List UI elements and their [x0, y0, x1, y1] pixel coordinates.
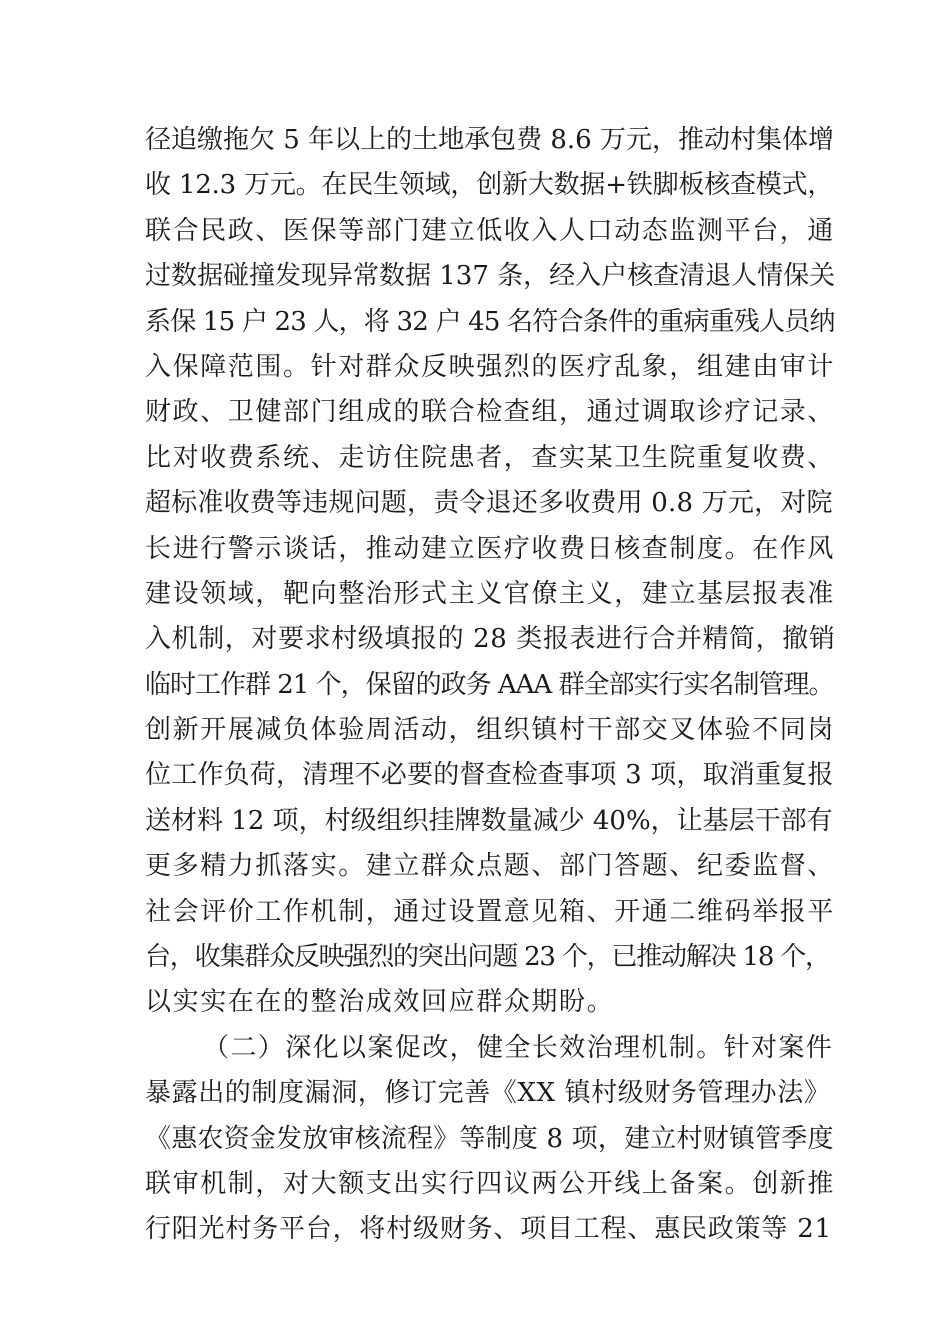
- text-line: 位工作负荷，清理不必要的督查检查事项 3 项，取消重复报: [145, 760, 834, 791]
- text-line: 建设领域，靶向整治形式主义官僚主义，建立基层报表准: [145, 578, 836, 609]
- text-line: 长进行警示谈话，推动建立医疗收费日核查制度。在作风: [145, 533, 836, 564]
- text-line: 社会评价工作机制，通过设置意见箱、开通二维码举报平: [145, 896, 836, 927]
- text-line: 行阳光村务平台，将村级财务、项目工程、惠民政策等 21: [145, 1214, 832, 1245]
- text-line: 创新开展减负体验周活动，组织镇村干部交叉体验不同岗: [145, 715, 836, 746]
- text-line: 系保 15 户 23 人，将 32 户 45 名符合条件的重病重残人员纳: [145, 306, 835, 337]
- text-line: 收 12.3 万元。在民生领域，创新大数据+铁脚板核查模式，: [145, 170, 834, 201]
- text-line: 超标准收费等违规问题，责令退还多收费用 0.8 万元，对院: [145, 488, 833, 519]
- text-line: 过数据碰撞发现异常数据 137 条，经入户核查清退人情保关: [145, 261, 836, 292]
- text-line: 暴露出的制度漏洞，修订完善《XX 镇村级财务管理办法》: [145, 1078, 831, 1109]
- text-line: 入保障范围。针对群众反映强烈的医疗乱象，组建由审计: [145, 351, 836, 382]
- text-line: 《惠农资金发放审核流程》等制度 8 项，建立村财镇管季度: [145, 1123, 834, 1154]
- text-line: 比对收费系统、走访住院患者，查实某卫生院重复收费、: [145, 442, 836, 473]
- body-text: [145, 118, 835, 1253]
- text-line: 送材料 12 项，村级组织挂牌数量减少 40%，让基层干部有: [145, 805, 833, 836]
- text-line: 财政、卫健部门组成的联合检查组，通过调取诊疗记录、: [145, 397, 836, 428]
- text-line: 入机制，对要求村级填报的 28 类报表进行合并精简，撤销: [145, 624, 836, 655]
- text-line: 台，收集群众反映强烈的突出问题 23 个，已推动解决 18 个，: [145, 942, 830, 973]
- section-heading-line: （二）深化以案促改，健全长效治理机制。针对案件: [203, 1032, 834, 1063]
- text-line: 径追缴拖欠 5 年以上的土地承包费 8.6 万元，推动村集体增: [145, 125, 834, 155]
- text-line: 更多精力抓落实。建立群众点题、部门答题、纪委监督、: [145, 851, 836, 882]
- text-line: 联审机制，对大额支出实行四议两公开线上备案。创新推: [145, 1168, 836, 1199]
- text-line: 临时工作群 21 个，保留的政务 AAA 群全部实行实名制管理。: [145, 669, 834, 700]
- text-line: 联合民政、医保等部门建立低收入人口动态监测平台，通: [145, 215, 836, 246]
- text-line: 以实实在在的整治成效回应群众期盼。: [145, 987, 615, 1018]
